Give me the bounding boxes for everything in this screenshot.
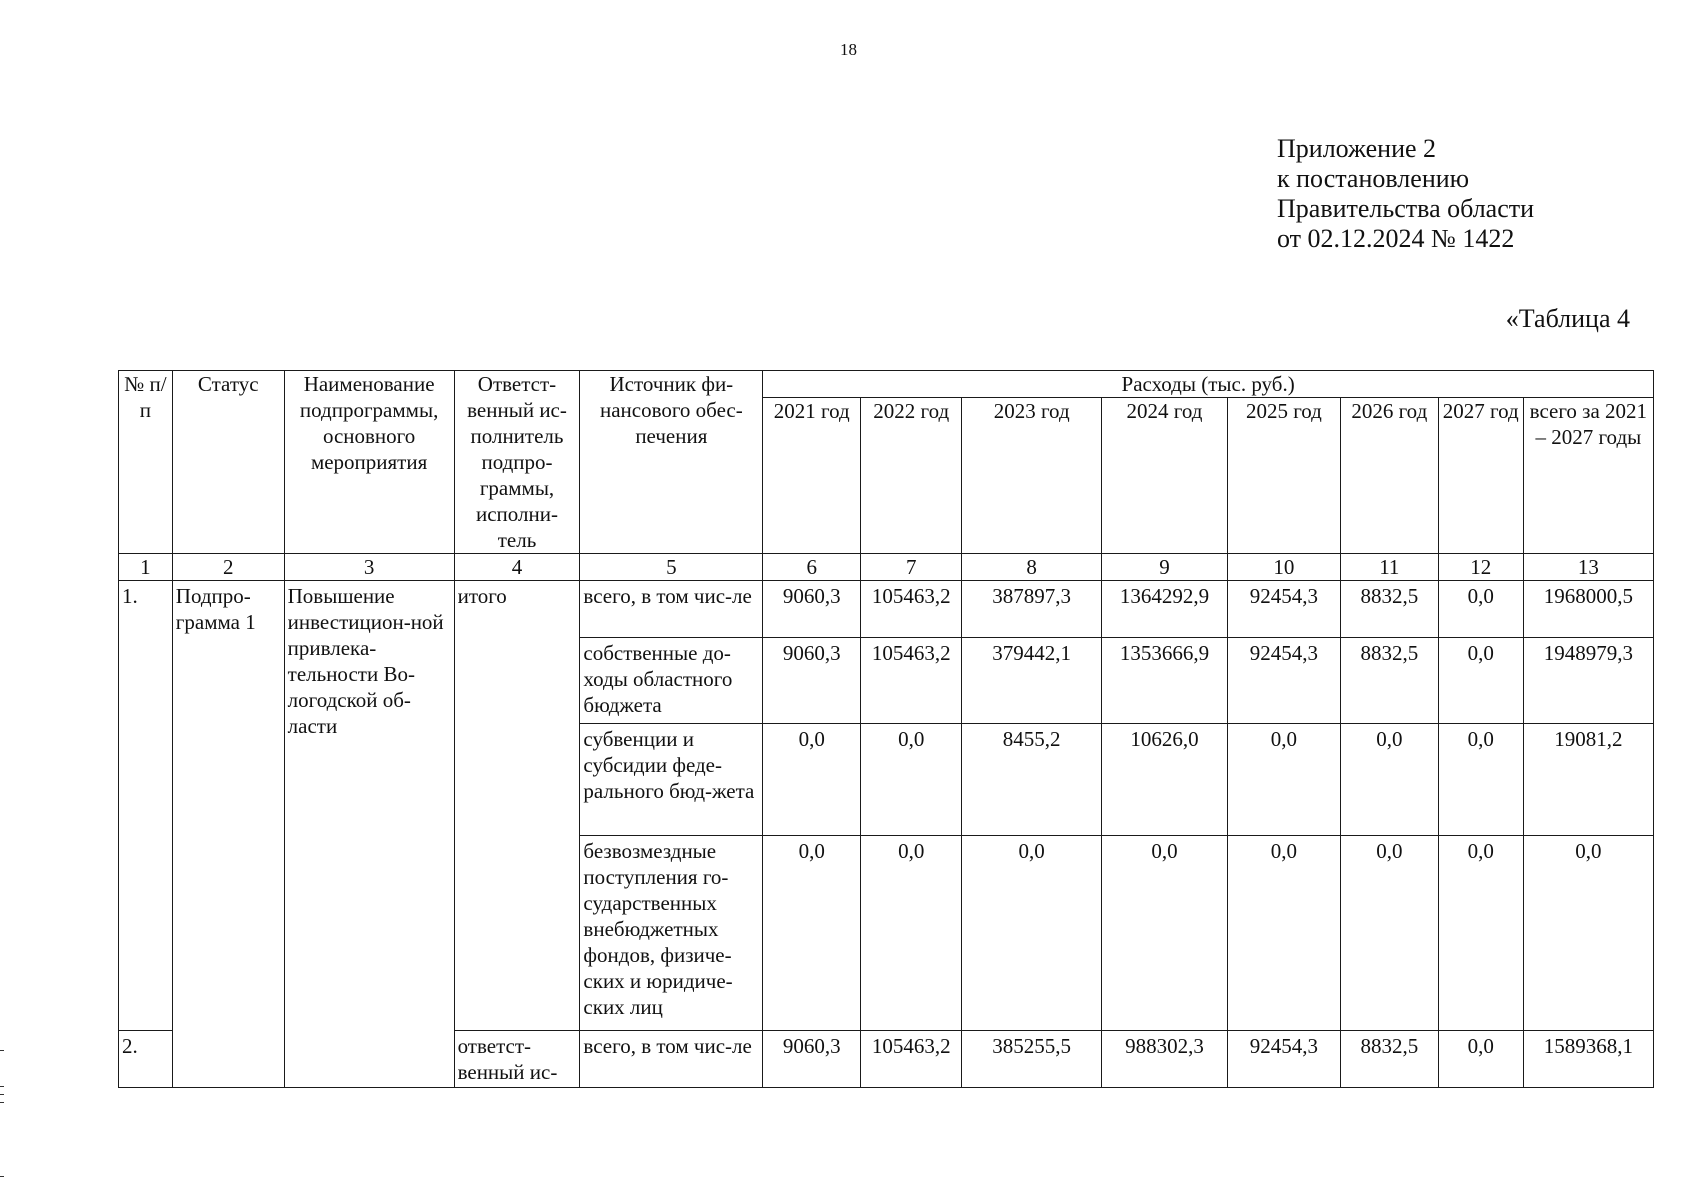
page-number: 18 bbox=[840, 40, 857, 59]
value-cell: 0,0 bbox=[763, 836, 861, 1031]
header-name: Наименование подпрограммы, основного мероприятия bbox=[284, 371, 454, 554]
column-number: 8 bbox=[962, 554, 1102, 581]
header-year: 2025 год bbox=[1227, 398, 1340, 554]
value-cell: 0,0 bbox=[861, 836, 962, 1031]
appendix-line: от 02.12.2024 № 1422 bbox=[1277, 224, 1515, 253]
value-cell: 0,0 bbox=[1438, 724, 1523, 836]
value-cell: 0,0 bbox=[1227, 724, 1340, 836]
value-cell: 105463,2 bbox=[861, 1031, 962, 1088]
row-name: Повышение инвестицион-ной привлека-тельности Во-логодской об-ласти bbox=[284, 581, 454, 1088]
column-number: 6 bbox=[763, 554, 861, 581]
table-caption: «Таблица 4 bbox=[1505, 304, 1630, 333]
value-cell: 8832,5 bbox=[1340, 1031, 1438, 1088]
value-cell: 385255,5 bbox=[962, 1031, 1102, 1088]
source-cell: субвенции и субсидии феде-рального бюд-жета bbox=[580, 724, 763, 836]
header-year: 2024 год bbox=[1102, 398, 1228, 554]
value-cell: 0,0 bbox=[1438, 581, 1523, 638]
value-cell: 0,0 bbox=[1340, 724, 1438, 836]
expenses-table bbox=[118, 370, 1654, 1088]
value-cell: 9060,3 bbox=[763, 638, 861, 724]
row-responsible: итого bbox=[454, 581, 580, 1031]
value-cell: 0,0 bbox=[1438, 1031, 1523, 1088]
value-cell: 379442,1 bbox=[962, 638, 1102, 724]
header-year: 2021 год bbox=[763, 398, 861, 554]
value-cell: 1589368,1 bbox=[1523, 1031, 1653, 1088]
value-cell: 0,0 bbox=[1227, 836, 1340, 1031]
source-cell: безвозмездные поступления го-сударственных внебюджетных фондов, физиче-ских и юридиче-ских лиц bbox=[580, 836, 763, 1031]
row-status: Подпро-грамма 1 bbox=[172, 581, 284, 1088]
column-number: 9 bbox=[1102, 554, 1228, 581]
value-cell: 92454,3 bbox=[1227, 1031, 1340, 1088]
value-cell: 0,0 bbox=[1523, 836, 1653, 1031]
column-number: 12 bbox=[1438, 554, 1523, 581]
header-expenses: Расходы (тыс. руб.) bbox=[763, 371, 1654, 398]
column-number: 7 bbox=[861, 554, 962, 581]
value-cell: 387897,3 bbox=[962, 581, 1102, 638]
value-cell: 1968000,5 bbox=[1523, 581, 1653, 638]
value-cell: 105463,2 bbox=[861, 581, 962, 638]
value-cell: 988302,3 bbox=[1102, 1031, 1228, 1088]
column-number: 3 bbox=[284, 554, 454, 581]
source-cell: всего, в том чис-ле bbox=[580, 1031, 763, 1088]
header-status: Статус bbox=[172, 371, 284, 554]
value-cell: 0,0 bbox=[763, 724, 861, 836]
value-cell: 0,0 bbox=[1438, 836, 1523, 1031]
value-cell: 19081,2 bbox=[1523, 724, 1653, 836]
header-year: 2022 год bbox=[861, 398, 962, 554]
header-year: 2023 год bbox=[962, 398, 1102, 554]
value-cell: 1364292,9 bbox=[1102, 581, 1228, 638]
value-cell: 1353666,9 bbox=[1102, 638, 1228, 724]
value-cell: 92454,3 bbox=[1227, 581, 1340, 638]
appendix-block bbox=[1277, 134, 1534, 254]
appendix-line: Приложение 2 bbox=[1277, 134, 1437, 163]
value-cell: 9060,3 bbox=[763, 581, 861, 638]
header-total: всего за 2021 – 2027 годы bbox=[1523, 398, 1653, 554]
header-year: 2026 год bbox=[1340, 398, 1438, 554]
value-cell: 8832,5 bbox=[1340, 581, 1438, 638]
column-number: 10 bbox=[1227, 554, 1340, 581]
value-cell: 105463,2 bbox=[861, 638, 962, 724]
row-responsible: ответст-венный ис- bbox=[454, 1031, 580, 1088]
value-cell: 8832,5 bbox=[1340, 638, 1438, 724]
column-number: 11 bbox=[1340, 554, 1438, 581]
appendix-line: к постановлению bbox=[1277, 164, 1470, 193]
scan-margin-marks bbox=[0, 1050, 6, 1180]
row-number: 2. bbox=[119, 1031, 173, 1088]
value-cell: 0,0 bbox=[1102, 836, 1228, 1031]
source-cell: всего, в том чис-ле bbox=[580, 581, 763, 638]
header-source: Источник фи-нансового обес-печения bbox=[580, 371, 763, 554]
value-cell: 0,0 bbox=[1438, 638, 1523, 724]
header-year: 2027 год bbox=[1438, 398, 1523, 554]
value-cell: 0,0 bbox=[962, 836, 1102, 1031]
source-cell: собственные до-ходы областного бюджета bbox=[580, 638, 763, 724]
column-number: 4 bbox=[454, 554, 580, 581]
column-number-row bbox=[119, 554, 1654, 581]
value-cell: 92454,3 bbox=[1227, 638, 1340, 724]
column-number: 13 bbox=[1523, 554, 1653, 581]
value-cell: 8455,2 bbox=[962, 724, 1102, 836]
value-cell: 0,0 bbox=[861, 724, 962, 836]
row-number: 1. bbox=[119, 581, 173, 1031]
header-num: № п/п bbox=[119, 371, 173, 554]
value-cell: 1948979,3 bbox=[1523, 638, 1653, 724]
value-cell: 0,0 bbox=[1340, 836, 1438, 1031]
column-number: 2 bbox=[172, 554, 284, 581]
appendix-line: Правительства области bbox=[1277, 194, 1535, 223]
column-number: 1 bbox=[119, 554, 173, 581]
column-number: 5 bbox=[580, 554, 763, 581]
header-responsible: Ответст-венный ис-полнитель подпро-граммы, исполни-тель bbox=[454, 371, 580, 554]
table-row bbox=[119, 581, 1654, 638]
value-cell: 9060,3 bbox=[763, 1031, 861, 1088]
value-cell: 10626,0 bbox=[1102, 724, 1228, 836]
